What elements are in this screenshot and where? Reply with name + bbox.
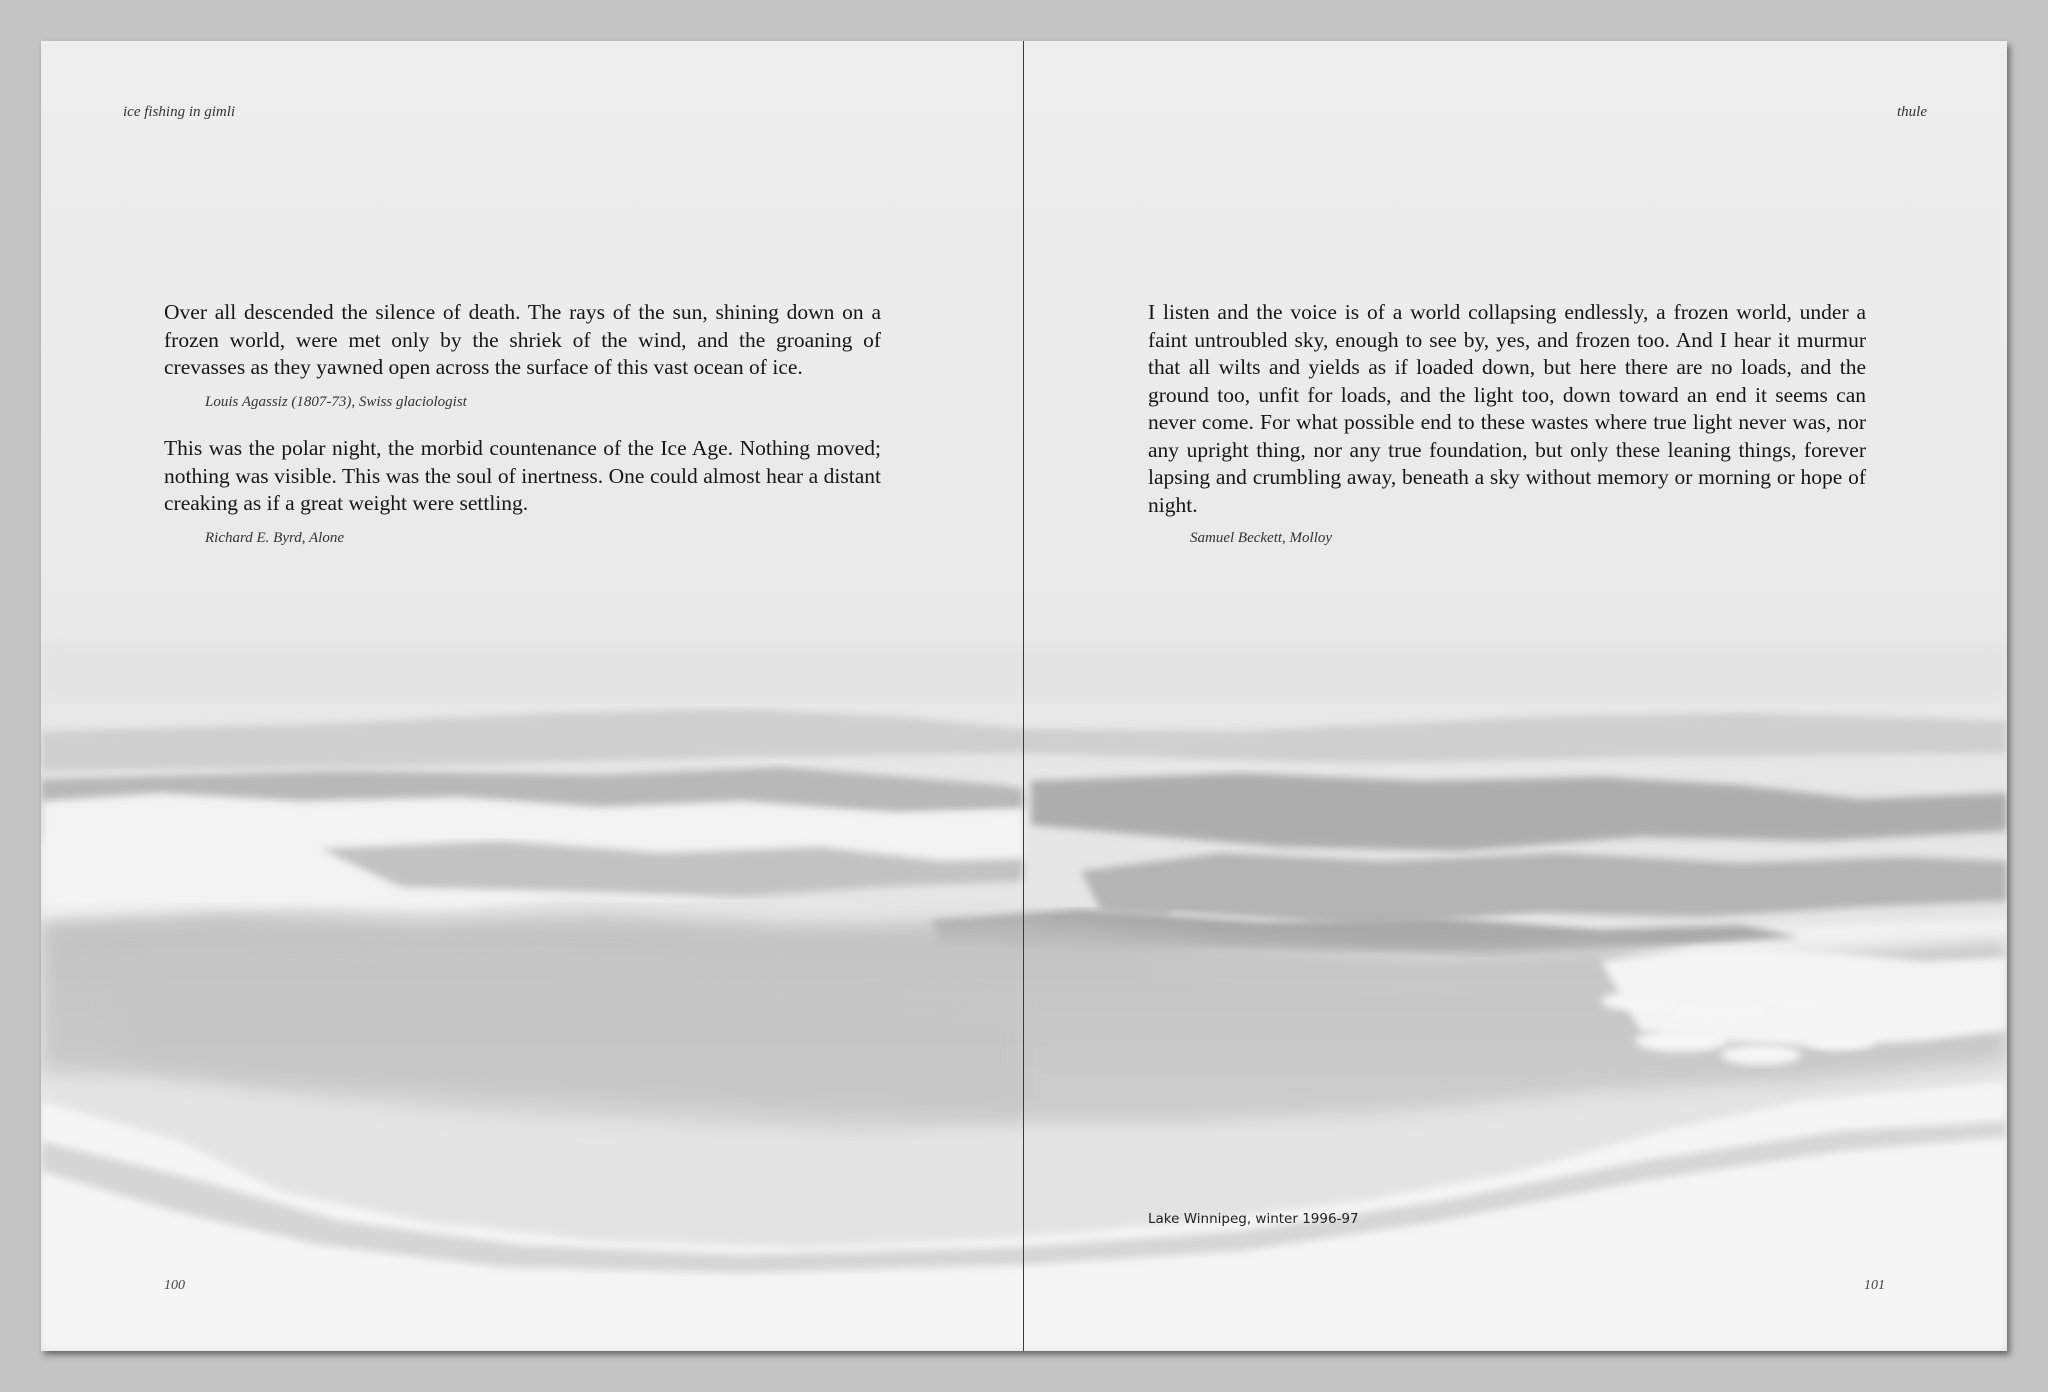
quote-agassiz: Over all descended the silence of death. The rays of the sun, shining down on a frozen world, were met only by the shriek of the wind, and the groaning of crevasses as they yawned open across the surface of this vast ocean of ice. bbox=[164, 300, 881, 379]
attribution-byrd: Richard E. Byrd, Alone bbox=[205, 530, 344, 546]
left-page bbox=[41, 41, 1023, 1351]
quote-byrd: This was the polar night, the morbid countenance of the Ice Age. Nothing moved; nothing was visible. This was the soul of inertness. One could almost hear a distant creaking as if a great weight were settling. bbox=[164, 436, 881, 515]
attribution-agassiz: Louis Agassiz (1807-73), Swiss glaciologist bbox=[205, 394, 467, 410]
running-head-right: thule bbox=[1897, 104, 1927, 120]
running-head-left: ice fishing in gimli bbox=[123, 104, 236, 120]
right-page bbox=[1024, 41, 2007, 1351]
attribution-beckett: Samuel Beckett, Molloy bbox=[1190, 530, 1333, 546]
quote-beckett: I listen and the voice is of a world collapsing endlessly, a frozen world, under a faint untroubled sky, enough to see by, yes, and frozen too. And I hear it murmur that all wilts and yields as if loaded down, but here there are no loads, and the ground too, unfit for loads, and the light too, down toward an end it seems can never come. For what possible end to these wastes where true light never was, nor any upright thing, nor any true foundation, but only these leaning things, forever lapsing and crumbling away, beneath a sky without memory or morning or hope of night. bbox=[1148, 300, 1866, 517]
page-number-left: 100 bbox=[164, 1278, 185, 1293]
photo-caption: Lake Winnipeg, winter 1996-97 bbox=[1148, 1211, 1359, 1227]
book-spread bbox=[41, 41, 2007, 1351]
page-number-right: 101 bbox=[1864, 1278, 1885, 1293]
